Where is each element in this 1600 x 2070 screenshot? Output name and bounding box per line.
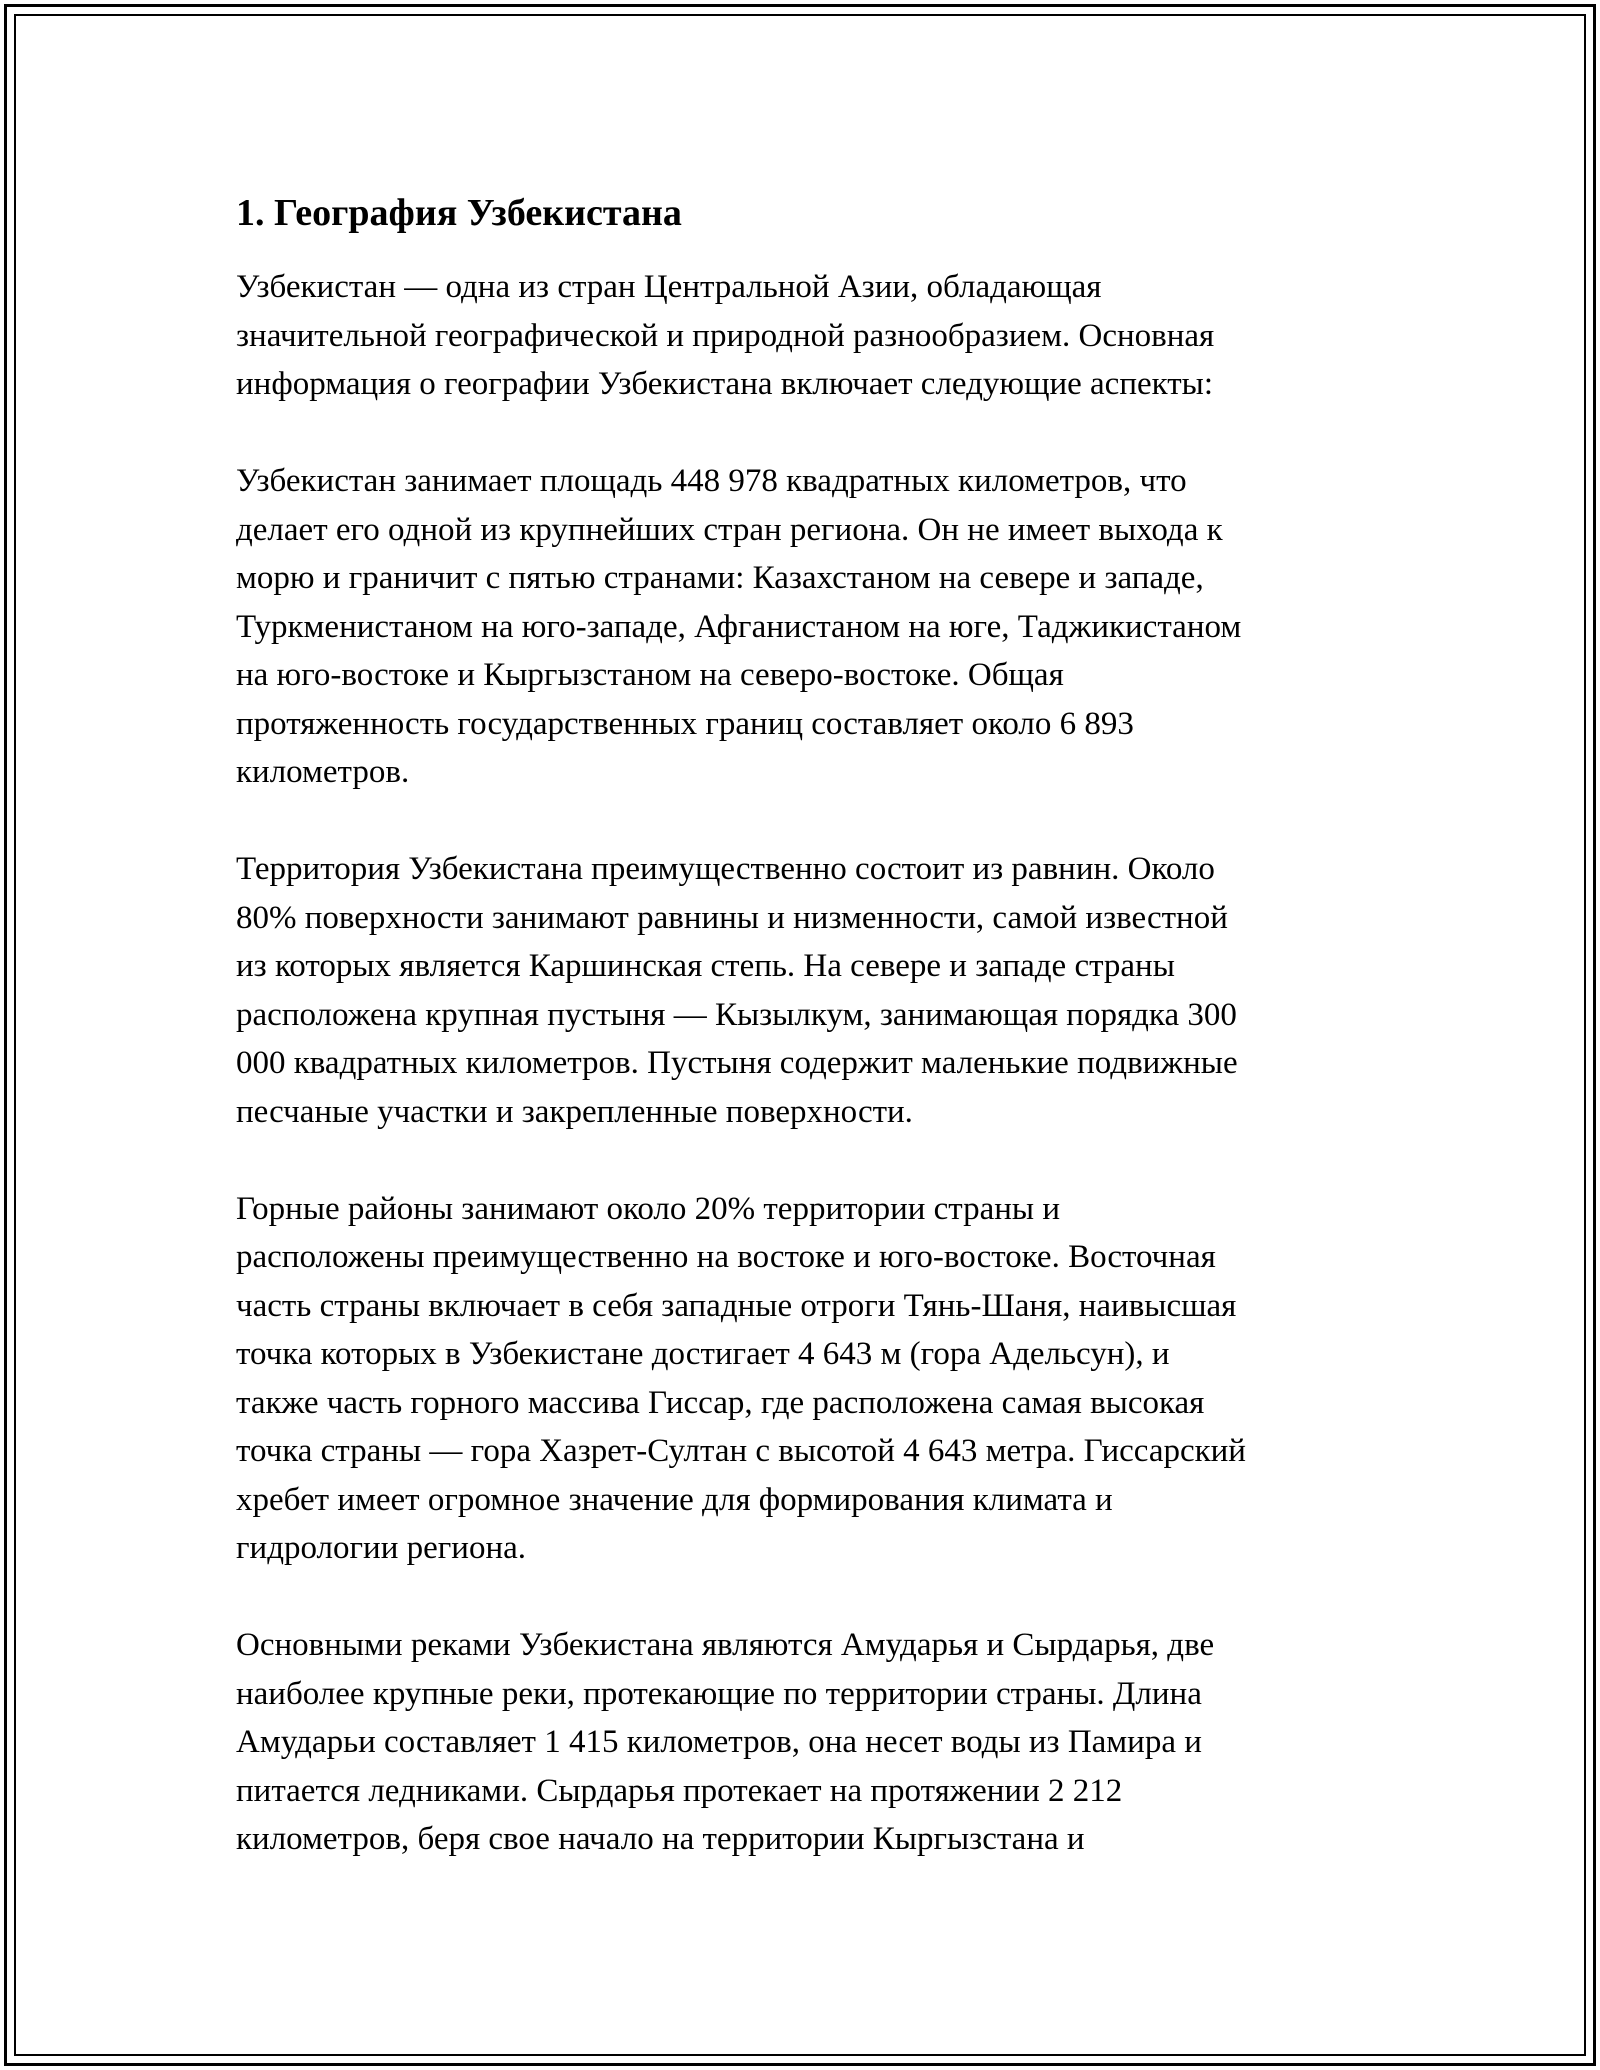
text-line: хребет имеет огромное значение для формирования климата и: [236, 1481, 1113, 1518]
text-line: километров, беря свое начало на территории Кыргызстана и: [236, 1821, 1085, 1857]
text-line: Узбекистан занимает площадь 448 978 квадратных километров, что: [236, 463, 1187, 499]
text-line: 80% поверхности занимают равнины и низменности, самой известной: [236, 899, 1228, 936]
text-line: морю и граничит с пятью странами: Казахстаном на севере и западе,: [236, 560, 1204, 596]
paragraph-rivers: [236, 1621, 1376, 1864]
paragraph-mountains: [236, 1185, 1376, 1573]
document-body: [236, 185, 1376, 1912]
text-line: расположены преимущественно на востоке и юго-востоке. Восточная: [236, 1239, 1216, 1275]
paragraph-intro: [236, 263, 1376, 409]
document-title: 1. География Узбекистана: [236, 192, 682, 234]
text-line: делает его одной из крупнейших стран региона. Он не имеет выхода к: [236, 511, 1223, 548]
text-line: Территория Узбекистана преимущественно состоит из равнин. Около: [236, 851, 1215, 887]
text-line: информация о географии Узбекистана включает следующие аспекты:: [236, 366, 1213, 402]
text-line: Амударьи составляет 1 415 километров, она несет воды из Памира и: [236, 1724, 1202, 1760]
text-line: также часть горного массива Гиссар, где расположена самая высокая: [236, 1384, 1205, 1421]
text-line: на юго-востоке и Кыргызстаном на северо-востоке. Общая: [236, 657, 1064, 693]
text-line: из которых является Каршинская степь. На севере и западе страны: [236, 948, 1175, 984]
text-line: гидрологии региона.: [236, 1530, 527, 1566]
text-line: Горные районы занимают около 20% территории страны и: [236, 1190, 1061, 1227]
text-line: Основными реками Узбекистана являются Амударья и Сырдарья, две: [236, 1627, 1215, 1663]
text-line: точка страны — гора Хазрет-Султан с высотой 4 643 метра. Гиссарский: [236, 1433, 1246, 1469]
paragraph-plains: [236, 845, 1376, 1136]
text-line: Туркменистаном на юго-западе, Афганистаном на юге, Таджикистаном: [236, 608, 1242, 645]
text-line: значительной географической и природной разнообразием. Основная: [236, 317, 1215, 354]
paragraph-area-borders: [236, 457, 1376, 797]
text-line: наиболее крупные реки, протекающие по территории страны. Длина: [236, 1675, 1202, 1712]
text-line: протяженность государственных границ составляет около 6 893: [236, 705, 1134, 742]
text-line: расположена крупная пустыня — Кызылкум, занимающая порядка 300: [236, 996, 1237, 1033]
text-line: песчаные участки и закрепленные поверхности.: [236, 1093, 913, 1130]
text-line: 000 квадратных километров. Пустыня содержит маленькие подвижные: [236, 1045, 1238, 1081]
text-line: точка которых в Узбекистане достигает 4 643 м (гора Адельсун), и: [236, 1336, 1170, 1372]
text-line: питается ледниками. Сырдарья протекает на протяжении 2 212: [236, 1772, 1123, 1809]
text-line: километров.: [236, 754, 410, 790]
text-line: часть страны включает в себя западные отроги Тянь-Шаня, наивысшая: [236, 1287, 1237, 1324]
text-line: Узбекистан — одна из стран Центральной Азии, обладающая: [236, 269, 1102, 305]
